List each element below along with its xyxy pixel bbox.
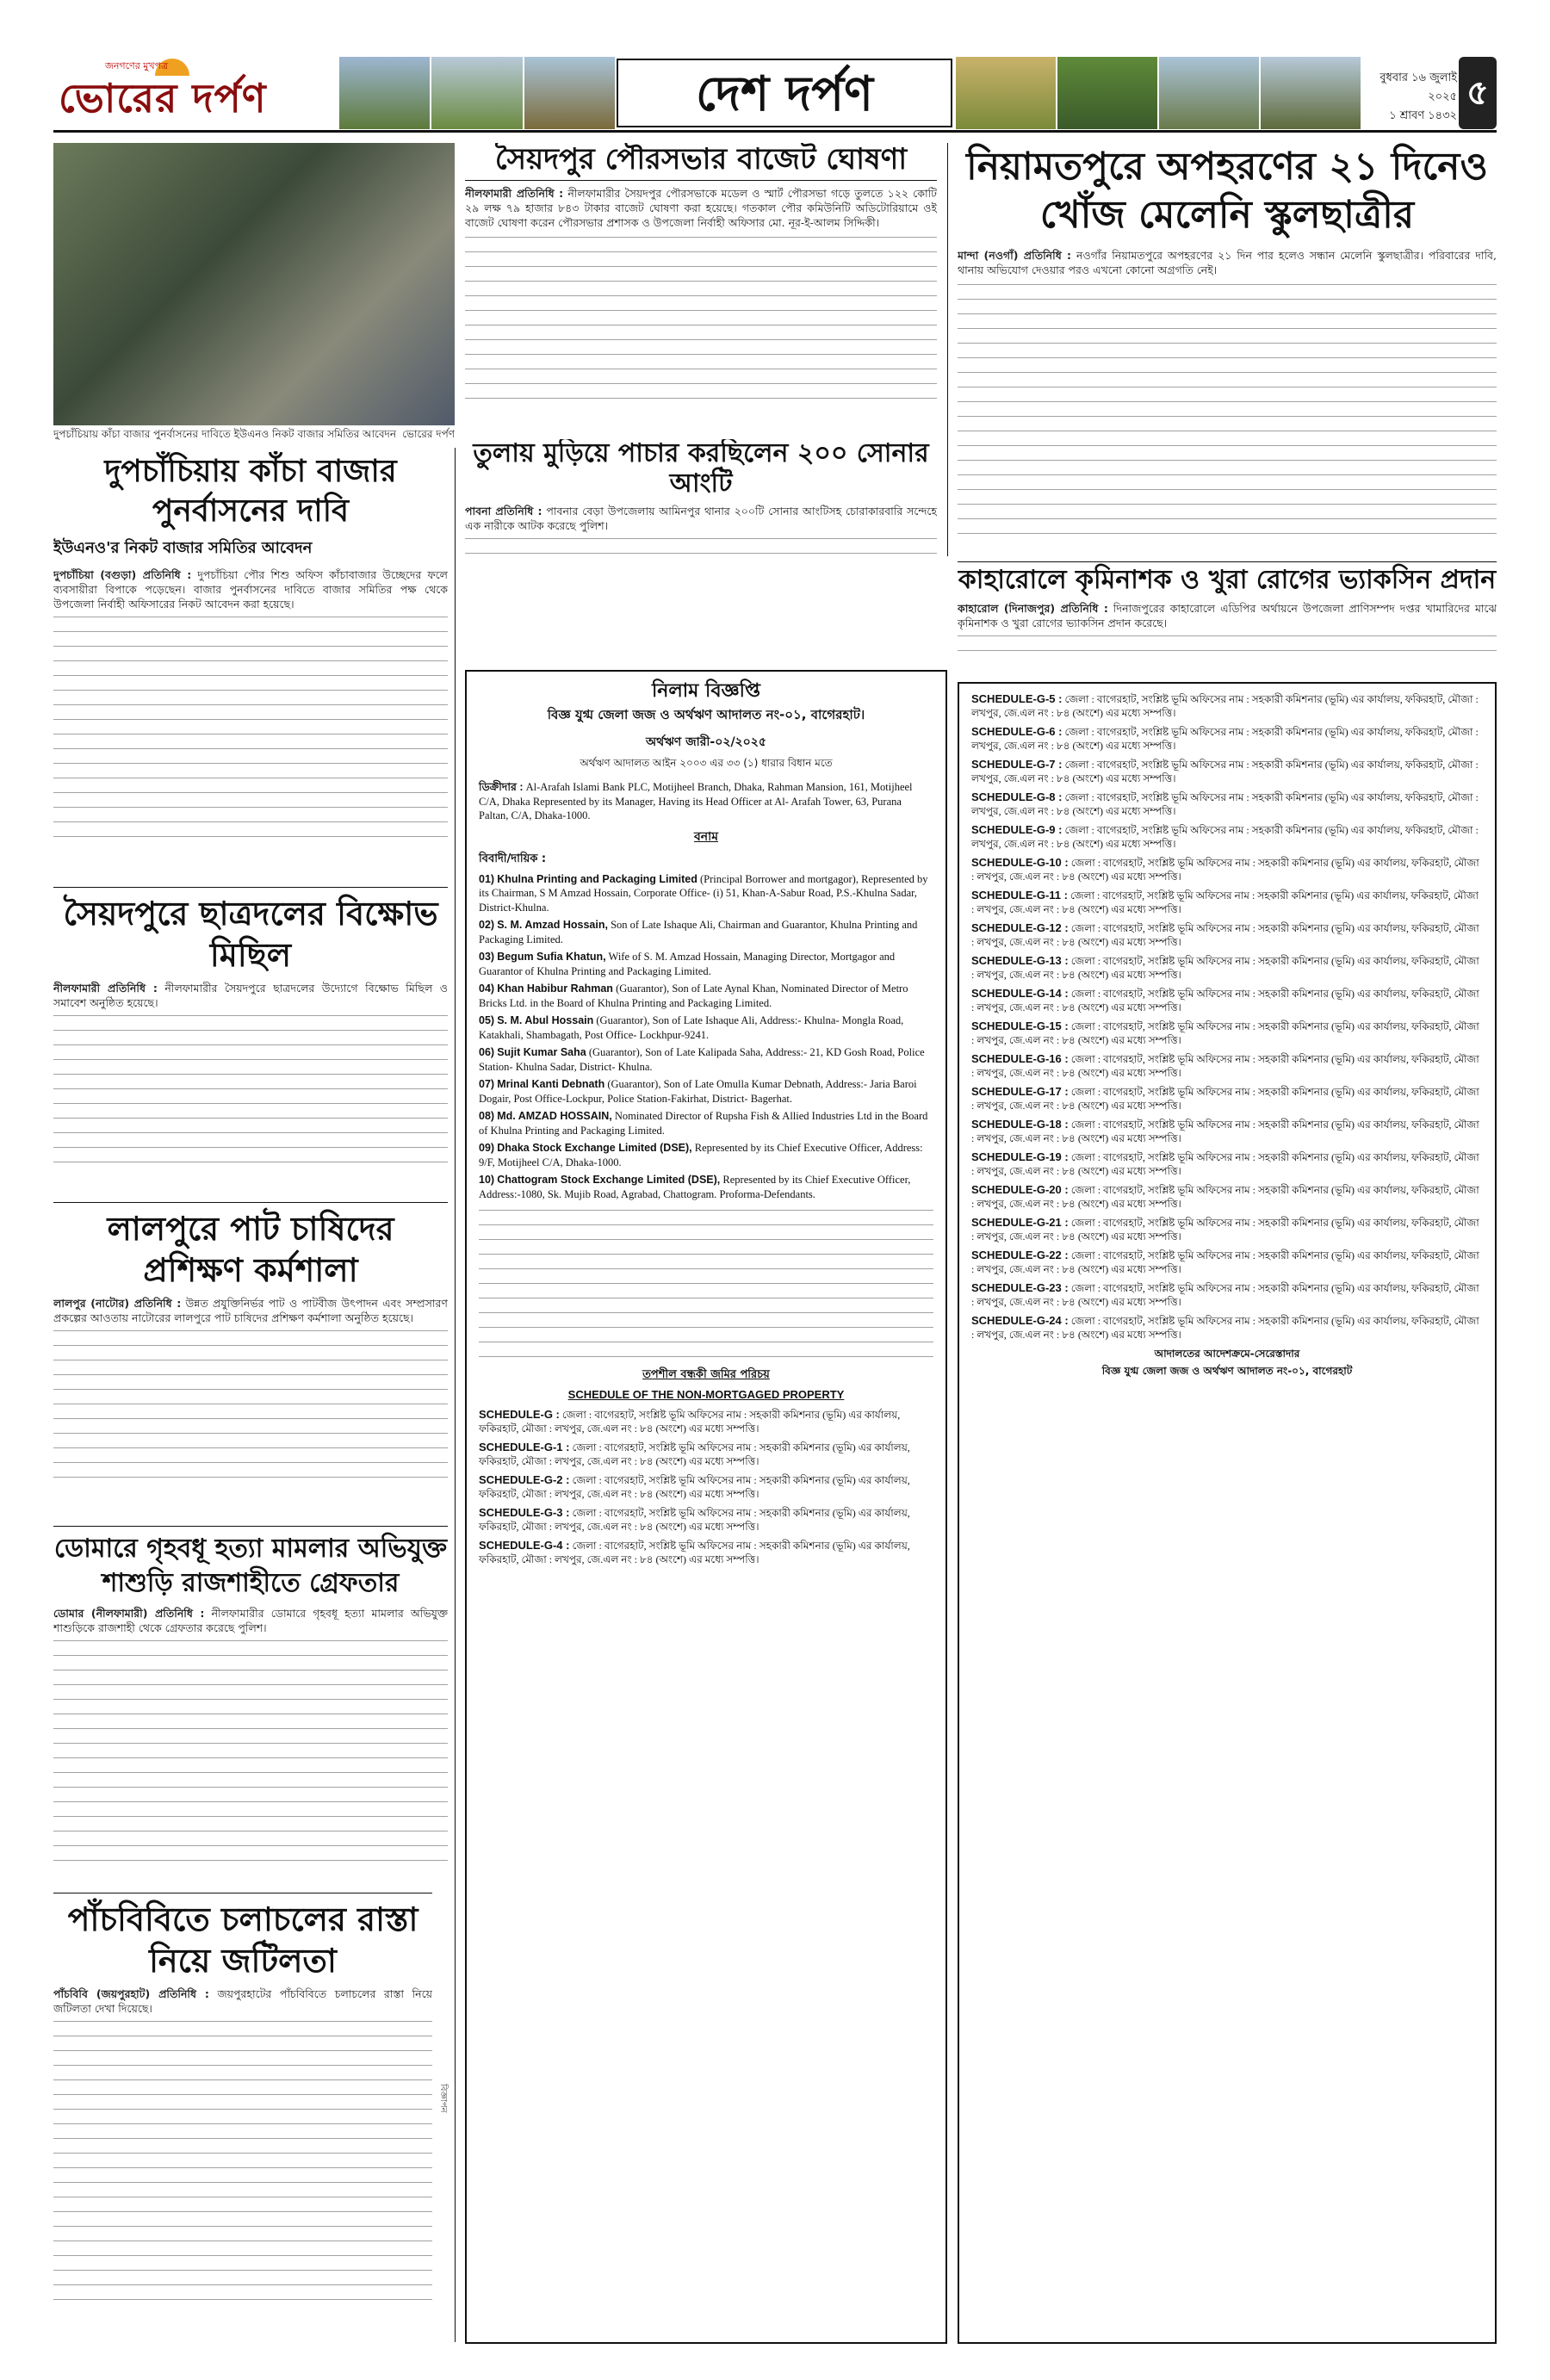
schedule-item (971, 1150, 1483, 1178)
party-item (479, 1045, 933, 1074)
column-rule (455, 448, 456, 2342)
dateline: পাবনা প্রতিনিধি : (465, 505, 542, 518)
schedule-label: SCHEDULE-G-7 : (971, 758, 1063, 771)
schedule-item (971, 1085, 1483, 1113)
story-lead: নীলফামারীর সৈয়দপুরে ছাত্রদলের উদ্যোগে বিক্ষোভ মিছিল ও সমাবেশ অনুষ্ঠিত হয়েছে। (53, 982, 448, 1009)
schedule-text: জেলা : বাগেরহাট, সংশ্লিষ্ট ভূমি অফিসের নাম : সহকারী কমিশনার (ভূমি) এর কার্যালয়, ফকিরহাট, মৌজা : লখপুর, জে.এল নং : ৮৪ (অংশে) এর মধ্যে সম্পত্তি। (971, 922, 1479, 948)
party-number: 05) (479, 1014, 495, 1027)
schedule-item (971, 1281, 1483, 1309)
story-market (53, 451, 448, 882)
headline[interactable]: দুপচাঁচিয়ায় কাঁচা বাজার পুনর্বাসনের দাবি (104, 453, 397, 529)
photo-credit: ভোরের দর্পণ (402, 428, 455, 440)
photo-caption: দুপচাঁচিয়ায় কাঁচা বাজার পুনর্বাসনের দাবিতে ইউএনও নিকট বাজার সমিতির আবেদন (53, 428, 397, 440)
party-description: Nominated Director of Rupsha Fish & Allied Industries Ltd in the Board of Khulna Printing and Packaging Limited. (479, 1110, 928, 1137)
schedule-item (479, 1539, 933, 1566)
schedule-item (479, 1408, 933, 1435)
schedule-heading-en: SCHEDULE OF THE NON-MORTGAGED PROPERTY (567, 1388, 845, 1402)
schedule-text: জেলা : বাগেরহাট, সংশ্লিষ্ট ভূমি অফিসের নাম : সহকারী কমিশনার (ভূমি) এর কার্যালয়, ফকিরহাট, মৌজা : লখপুর, জে.এল নং : ৮৪ (অংশে) এর মধ্যে সম্পত্তি। (971, 857, 1479, 883)
newspaper-logo[interactable] (53, 53, 338, 131)
story-lead: দুপচাঁচিয়া পৌর শিশু অফিস কাঁচাবাজার উচ্ছেদের ফলে ব্যবসায়ীরা বিপাকে পড়েছেন। বাজার পুনর্বাসনের দাবিতে বাজার সমিতির পক্ষ থেকে উপজেলা নির্বাহী অফিসারের নিকট আবেদন করা হয়েছে। (53, 568, 448, 610)
party-name: S. M. Amzad Hossain, (497, 919, 608, 932)
schedule-item (971, 1118, 1483, 1145)
schedule-text: জেলা : বাগেরহাট, সংশ্লিষ্ট ভূমি অফিসের নাম : সহকারী কমিশনার (ভূমি) এর কার্যালয়, ফকিরহাট, মৌজা : লখপুর, জে.এল নং : ৮৪ (অংশে) এর মধ্যে সম্পত্তি। (971, 1086, 1479, 1112)
party-name: Khulna Printing and Packaging Limited (497, 872, 698, 885)
schedule-list-left (479, 1408, 933, 1566)
schedule-label: SCHEDULE-G : (479, 1408, 560, 1422)
schedule-text: জেলা : বাগেরহাট, সংশ্লিষ্ট ভূমি অফিসের নাম : সহকারী কমিশনার (ভূমি) এর কার্যালয়, ফকিরহাট, মৌজা : লখপুর, জে.এল নং : ৮৪ (অংশে) এর মধ্যে সম্পত্তি। (479, 1507, 910, 1534)
schedule-item (971, 692, 1483, 720)
story-lead: নীলফামারীর ডোমারে গৃহবধূ হত্যা মামলার অভিযুক্ত শাশুড়িকে রাজশাহী থেকে গ্রেফতার করেছে পুলিশ। (53, 1607, 448, 1634)
party-name: Mrinal Kanti Debnath (497, 1078, 605, 1091)
party-number: 04) (479, 982, 495, 995)
brand-name: ভোরের দর্পণ (59, 75, 267, 121)
party-description: (Guarantor), Son of Late Kalipada Saha, Address:- 21, KD Gosh Road, Police Station- Khulna Sadar, District- Khulna. (479, 1046, 925, 1073)
party-description: (Guarantor), Son of Late Omulla Kumar Debnath, Address:- Jaria Baroi Dogair, Post Office-Lockpur, Police Station-Fakirhat, District- Bagerhat. (479, 1078, 917, 1105)
headline[interactable]: পাঁচবিবিতে চলাচলের রাস্তা নিয়ে জটিলতা (67, 1900, 418, 1980)
schedule-text: জেলা : বাগেরহাট, সংশ্লিষ্ট ভূমি অফিসের নাম : সহকারী কমিশনার (ভূমি) এর কার্যালয়, ফকিরহাট, মৌজা : লখপুর, জে.এল নং : ৮৪ (অংশে) এর মধ্যে সম্পত্তি। (479, 1409, 901, 1435)
party-number: 08) (479, 1110, 495, 1123)
masthead-photo-strip-left (339, 57, 615, 129)
schedule-text: জেলা : বাগেরহাট, সংশ্লিষ্ট ভূমি অফিসের নাম : সহকারী কমিশনার (ভূমি) এর কার্যালয়, ফকিরহাট, মৌজা : লখপুর, জে.এল নং : ৮৪ (অংশে) এর মধ্যে সম্পত্তি। (971, 726, 1479, 752)
story-budget (465, 143, 937, 427)
schedule-label: SCHEDULE-G-17 : (971, 1085, 1069, 1098)
schedule-item (971, 921, 1483, 949)
story-body-text (958, 632, 1497, 661)
schedule-text: জেলা : বাগেরহাট, সংশ্লিষ্ট ভূমি অফিসের নাম : সহকারী কমিশনার (ভূমি) এর কার্যালয়, ফকিরহাট, মৌজা : লখপুর, জে.এল নং : ৮৪ (অংশে) এর মধ্যে সম্পত্তি। (479, 1474, 910, 1501)
schedule-text: জেলা : বাগেরহাট, সংশ্লিষ্ট ভূমি অফিসের নাম : সহকারী কমিশনার (ভূমি) এর কার্যালয়, ফকিরহাট, মৌজা : লখপুর, জে.এল নং : ৮৪ (অংশে) এর মধ্যে সম্পত্তি। (971, 1184, 1479, 1210)
act-reference: অর্থঋণ আদালত আইন ২০০৩ এর ৩৩ (১) ধারার বিধান মতে (580, 757, 833, 770)
story-body-text (465, 535, 937, 556)
schedule-label: SCHEDULE-G-21 : (971, 1216, 1069, 1229)
story-body-text (53, 1637, 448, 1869)
schedule-item (971, 954, 1483, 982)
party-description: (Principal Borrower and mortgagor), Represented by its Chairman, S M Amzad Hossain, Corporate Office- (i) 51, Khan-A-Sabur Road, P.S.-Khulna Sadar, District-Khulna. (479, 872, 928, 914)
schedule-label: SCHEDULE-G-9 : (971, 823, 1063, 836)
notice-title[interactable]: নিলাম বিজ্ঞপ্তি (651, 679, 761, 702)
party-item (479, 1013, 933, 1042)
headline[interactable]: সৈয়দপুরে ছাত্রদলের বিক্ষোভ মিছিল (63, 894, 438, 974)
headline[interactable]: নিয়ামতপুরে অপহরণের ২১ দিনেও খোঁজ মেলেনি স্কুলছাত্রীর (966, 145, 1488, 237)
schedule-label: SCHEDULE-G-16 : (971, 1052, 1069, 1065)
story-lead: উন্নত প্রযুক্তিনির্ভর পাট ও পাটবীজ উৎপাদন এবং সম্প্রসারণ প্রকল্পের আওতায় নাটোরের লালপুরে পাট চাষিদের প্রশিক্ষণ কর্মশালা অনুষ্ঠিত হয়েছে। (53, 1297, 448, 1324)
party-description: Son of Late Ishaque Ali, Chairman and Guarantor, Khulna Printing and Packaging Limited. (479, 919, 918, 945)
party-item (479, 918, 933, 946)
schedule-text: জেলা : বাগেরহাট, সংশ্লিষ্ট ভূমি অফিসের নাম : সহকারী কমিশনার (ভূমি) এর কার্যালয়, ফকিরহাট, মৌজা : লখপুর, জে.এল নং : ৮৪ (অংশে) এর মধ্যে সম্পত্তি। (971, 1217, 1479, 1243)
schedule-label: SCHEDULE-G-11 : (971, 889, 1068, 902)
schedule-label: SCHEDULE-G-4 : (479, 1539, 570, 1553)
party-number: 10) (479, 1174, 495, 1187)
masthead-photo-strip-right (956, 57, 1361, 129)
schedule-label: SCHEDULE-G-5 : (971, 692, 1063, 705)
schedule-label: SCHEDULE-G-23 : (971, 1281, 1069, 1294)
side-strip: বিজ্ঞাপন (438, 2084, 448, 2113)
party-name: Sujit Kumar Saha (497, 1046, 586, 1059)
story-lead: পাবনার বেড়া উপজেলায় আমিনপুর থানার ২০০টি সোনার আংটিসহ চোরাকারবারি সন্দেহে এক নারীকে আটক করেছে পুলিশ। (465, 505, 937, 532)
story-road (53, 1893, 432, 2340)
notice-court: বিজ্ঞ যুগ্ম জেলা জজ ও অর্থঋণ আদালত নং-০১, বাগেরহাট। (547, 707, 865, 723)
column-rule (947, 143, 948, 556)
schedule-item (971, 758, 1483, 785)
party-item (479, 1077, 933, 1106)
headline[interactable]: ডোমারে গৃহবধূ হত্যা মামলার অভিযুক্ত শাশুড়ি রাজশাহীতে গ্রেফতার (53, 1534, 448, 1598)
dateline: ডোমার (নীলফামারী) প্রতিনিধি : (53, 1607, 205, 1620)
schedule-item (479, 1473, 933, 1501)
section-title: দেশ দর্পণ (617, 59, 952, 127)
schedule-label: SCHEDULE-G-13 : (971, 954, 1069, 967)
story-lead: জয়পুরহাটের পাঁচবিবিতে চলাচলের রাস্তা নিয়ে জটিলতা দেখা দিয়েছে। (53, 1987, 432, 2015)
schedule-label: SCHEDULE-G-12 : (971, 921, 1069, 934)
schedule-label: SCHEDULE-G-1 : (479, 1441, 570, 1454)
story-body-text (53, 1327, 448, 1482)
page-number: ৫ (1459, 57, 1497, 129)
schedule-label: SCHEDULE-G-19 : (971, 1150, 1069, 1163)
schedule-label: SCHEDULE-G-3 : (479, 1506, 570, 1520)
schedule-item (971, 1052, 1483, 1080)
party-name: Dhaka Stock Exchange Limited (DSE), (497, 1142, 692, 1155)
party-name: Chattogram Stock Exchange Limited (DSE), (497, 1174, 721, 1187)
headline[interactable]: সৈয়দপুর পৌরসভার বাজেট ঘোষণা (465, 143, 937, 181)
story-body-text (465, 233, 937, 406)
dateline: নীলফামারী প্রতিনিধি : (53, 982, 158, 995)
schedule-label: SCHEDULE-G-14 : (971, 987, 1069, 1000)
auction-notice-continued (958, 682, 1497, 2344)
dateline: পাঁচবিবি (জয়পুরহাট) প্রতিনিধি : (53, 1987, 209, 2000)
schedule-label: SCHEDULE-G-2 : (479, 1473, 570, 1487)
party-number: 03) (479, 951, 495, 964)
dateline: লালপুর (নাটোর) প্রতিনিধি : (53, 1297, 182, 1310)
schedule-text: জেলা : বাগেরহাট, সংশ্লিষ্ট ভূমি অফিসের নাম : সহকারী কমিশনার (ভূমি) এর কার্যালয়, ফকিরহাট, মৌজা : লখপুর, জে.এল নং : ৮৪ (অংশে) এর মধ্যে সম্পত্তি। (971, 1119, 1479, 1144)
schedule-text: জেলা : বাগেরহাট, সংশ্লিষ্ট ভূমি অফিসের নাম : সহকারী কমিশনার (ভূমি) এর কার্যালয়, ফকিরহাট, মৌজা : লখপুর, জে.এল নং : ৮৪ (অংশে) এর মধ্যে সম্পত্তি। (971, 1020, 1479, 1046)
notice-body-text (479, 1206, 933, 1361)
party-number: 01) (479, 872, 495, 885)
schedule-item (479, 1506, 933, 1534)
schedule-text: জেলা : বাগেরহাট, সংশ্লিষ্ট ভূমি অফিসের নাম : সহকারী কমিশনার (ভূমি) এর কার্যালয়, ফকিরহাট, মৌজা : লখপুর, জে.এল নং : ৮৪ (অংশে) এর মধ্যে সম্পত্তি। (479, 1441, 910, 1468)
date-bengali: ১ শ্রাবণ ১৪৩২ (1389, 109, 1457, 121)
debtor-label: বিবাদী/দায়িক : (479, 852, 547, 865)
story-lead: নওগাঁর নিয়ামতপুরে অপহরণের ২১ দিন পার হলেও সন্ধান মেলেনি স্কুলছাত্রীর। পরিবারের দাবি, থানায় অভিযোগ দেওয়ার পরও এখনো কোনো অগ্রগতি নেই। (958, 249, 1497, 276)
schedule-text: জেলা : বাগেরহাট, সংশ্লিষ্ট ভূমি অফিসের নাম : সহকারী কমিশনার (ভূমি) এর কার্যালয়, ফকিরহাট, মৌজা : লখপুর, জে.এল নং : ৮৪ (অংশে) এর মধ্যে সম্পত্তি। (971, 1151, 1479, 1177)
dateline: মান্দা (নওগাঁ) প্রতিনিধি : (958, 249, 1072, 262)
schedule-label: SCHEDULE-G-24 : (971, 1314, 1069, 1327)
schedule-text: জেলা : বাগেরহাট, সংশ্লিষ্ট ভূমি অফিসের নাম : সহকারী কমিশনার (ভূমি) এর কার্যালয়, ফকিরহাট, মৌজা : লখপুর, জে.এল নং : ৮৪ (অংশে) এর মধ্যে সম্পত্তি। (971, 824, 1479, 850)
story-body-text (958, 281, 1497, 539)
subhead: ইউএনও'র নিকট বাজার সমিতির আবেদন (53, 539, 313, 557)
story-gold (465, 439, 937, 556)
party-number: 07) (479, 1078, 495, 1091)
party-number: 06) (479, 1046, 495, 1059)
signature-court: বিজ্ঞ যুগ্ম জেলা জজ ও অর্থঋণ আদালত নং-০১, বাগেরহাট (1101, 1365, 1353, 1377)
schedule-item (971, 1183, 1483, 1211)
story-lead: দিনাজপুরের কাহারোলে এডিপির অর্থায়নে উপজেলা প্রাণিসম্পদ দপ্তর খামারিদের মাঝে কৃমিনাশক ও খুরা রোগের ভ্যাকসিন প্রদান করেছে। (958, 601, 1497, 629)
story-abduction (958, 143, 1497, 556)
headline[interactable]: তুলায় মুড়িয়ে পাচার করছিলেন ২০০ সোনার আংটি (473, 439, 929, 499)
schedule-item (971, 1314, 1483, 1342)
schedule-text: জেলা : বাগেরহাট, সংশ্লিষ্ট ভূমি অফিসের নাম : সহকারী কমিশনার (ভূমি) এর কার্যালয়, ফকিরহাট, মৌজা : লখপুর, জে.এল নং : ৮৪ (অংশে) এর মধ্যে সম্পত্তি। (971, 889, 1479, 915)
schedule-item (971, 725, 1483, 753)
schedule-label: SCHEDULE-G-18 : (971, 1118, 1069, 1131)
dateline: দুপচাঁচিয়া (বগুড়া) প্রতিনিধি : (53, 568, 192, 581)
party-name: Md. AMZAD HOSSAIN, (497, 1110, 612, 1123)
story-body-text (53, 1012, 448, 1175)
masthead (53, 53, 1497, 133)
story-lead: নীলফামারীর সৈয়দপুর পৌরসভাকে মডেল ও স্মার্ট পৌরসভা গড়ে তুলতে ১২২ কোটি ২৯ লক্ষ ৭৯ হাজার ৮৪৩ টাকার বাজেট ঘোষণা করা হয়েছে। গতকাল পৌর কমিউনিটি অডিটোরিয়ামে ওই বাজেট ঘোষণা করেন পৌরসভার প্রশাসক ও উপজেলা নির্বাহী অফিসার মো. নূর-ই-আলম সিদ্দিকী। (465, 187, 937, 230)
decree-holder-label: ডিক্রীদার : (479, 781, 524, 794)
story-vaccine (958, 561, 1497, 679)
story-body-text (53, 613, 448, 846)
schedule-label: SCHEDULE-G-6 : (971, 725, 1063, 738)
party-name: Khan Habibur Rahman (497, 982, 613, 995)
schedule-item (971, 1020, 1483, 1047)
case-number: অর্থঋণ জারী-০২/২০২৫ (646, 735, 766, 750)
schedule-label: SCHEDULE-G-15 : (971, 1020, 1069, 1032)
schedule-text: জেলা : বাগেরহাট, সংশ্লিষ্ট ভূমি অফিসের নাম : সহকারী কমিশনার (ভূমি) এর কার্যালয়, ফকিরহাট, মৌজা : লখপুর, জে.এল নং : ৮৪ (অংশে) এর মধ্যে সম্পত্তি। (971, 955, 1479, 981)
dateline: নীলফামারী প্রতিনিধি : (465, 187, 564, 201)
schedule-list-right (971, 692, 1483, 1342)
issue-date (1362, 69, 1457, 121)
party-number: 09) (479, 1142, 495, 1155)
schedule-label: SCHEDULE-G-22 : (971, 1249, 1069, 1261)
party-item (479, 1109, 933, 1137)
party-list (479, 872, 933, 1202)
party-description: (Guarantor), Son of Late Aynal Khan, Nominated Director of Metro Bricks Ltd. in the Board of Khulna Printing and Packaging Limited. (479, 982, 908, 1009)
party-item (479, 1173, 933, 1201)
schedule-text: জেলা : বাগেরহাট, সংশ্লিষ্ট ভূমি অফিসের নাম : সহকারী কমিশনার (ভূমি) এর কার্যালয়, ফকিরহাট, মৌজা : লখপুর, জে.এল নং : ৮৪ (অংশে) এর মধ্যে সম্পত্তি। (971, 693, 1479, 719)
party-item (479, 982, 933, 1010)
schedule-text: জেলা : বাগেরহাট, সংশ্লিষ্ট ভূমি অফিসের নাম : সহকারী কমিশনার (ভূমি) এর কার্যালয়, ফকিরহাট, মৌজা : লখপুর, জে.এল নং : ৮৪ (অংশে) এর মধ্যে সম্পত্তি। (971, 791, 1479, 817)
party-description: Represented by its Chief Executive Officer, Address:-1080, Sk. Mujib Road, Agrabad, Chattogram. Proforma-Defendants. (479, 1174, 911, 1200)
signature-title: আদালতের আদেশক্রমে-সেরেস্তাদার (1154, 1348, 1300, 1360)
story-jute (53, 1202, 448, 1521)
story-body-text (53, 2017, 432, 2310)
schedule-item (971, 889, 1483, 916)
schedule-label: SCHEDULE-G-20 : (971, 1183, 1069, 1196)
schedule-text: জেলা : বাগেরহাট, সংশ্লিষ্ট ভূমি অফিসের নাম : সহকারী কমিশনার (ভূমি) এর কার্যালয়, ফকিরহাট, মৌজা : লখপুর, জে.এল নং : ৮৪ (অংশে) এর মধ্যে সম্পত্তি। (479, 1540, 910, 1566)
party-description: Represented by its Chief Executive Officer, Address: 9/F, Motijheel C/A, Dhaka-1000. (479, 1142, 923, 1168)
schedule-heading-bn: তপশীল বন্ধকী জমির পরিচয় (642, 1368, 770, 1382)
auction-notice (465, 670, 947, 2344)
versus-label: বনাম (694, 829, 718, 844)
party-item (479, 872, 933, 915)
schedule-item (971, 987, 1483, 1014)
dateline: কাহারোল (দিনাজপুর) প্রতিনিধি : (958, 601, 1108, 615)
party-name: Begum Sufia Khatun, (497, 951, 606, 964)
schedule-text: জেলা : বাগেরহাট, সংশ্লিষ্ট ভূমি অফিসের নাম : সহকারী কমিশনার (ভূমি) এর কার্যালয়, ফকিরহাট, মৌজা : লখপুর, জে.এল নং : ৮৪ (অংশে) এর মধ্যে সম্পত্তি। (971, 1315, 1479, 1341)
party-description: Wife of S. M. Amzad Hossain, Managing Director, Mortgagor and Guarantor of Khulna Printing and Packaging Limited. (479, 951, 896, 977)
schedule-label: SCHEDULE-G-8 : (971, 790, 1063, 803)
story-protest (53, 887, 448, 1197)
schedule-item (971, 823, 1483, 851)
party-description: (Guarantor), Son of Late Ishaque Ali, Address:- Khulna- Mongla Road, Katakhali, Shambagath, Post Office- Lockhpur-9241. (479, 1014, 904, 1041)
schedule-label: SCHEDULE-G-10 : (971, 856, 1069, 869)
party-item (479, 950, 933, 978)
schedule-text: জেলা : বাগেরহাট, সংশ্লিষ্ট ভূমি অফিসের নাম : সহকারী কমিশনার (ভূমি) এর কার্যালয়, ফকিরহাট, মৌজা : লখপুর, জে.এল নং : ৮৪ (অংশে) এর মধ্যে সম্পত্তি। (971, 1053, 1479, 1079)
headline[interactable]: লালপুরে পাট চাষিদের প্রশিক্ষণ কর্মশালা (107, 1209, 394, 1289)
party-item (479, 1141, 933, 1169)
schedule-item (479, 1441, 933, 1468)
schedule-text: জেলা : বাগেরহাট, সংশ্লিষ্ট ভূমি অফিসের নাম : সহকারী কমিশনার (ভূমি) এর কার্যালয়, ফকিরহাট, মৌজা : লখপুর, জে.এল নং : ৮৪ (অংশে) এর মধ্যে সম্পত্তি। (971, 988, 1479, 1013)
party-number: 02) (479, 919, 495, 932)
date-gregorian: বুধবার ১৬ জুলাই ২০২৫ (1380, 71, 1457, 103)
top-news-photo[interactable] (53, 143, 455, 425)
schedule-item (971, 1216, 1483, 1243)
party-name: S. M. Abul Hossain (497, 1014, 594, 1027)
brand-tagline: জনগণের মুখপত্র (105, 60, 169, 71)
schedule-text: জেলা : বাগেরহাট, সংশ্লিষ্ট ভূমি অফিসের নাম : সহকারী কমিশনার (ভূমি) এর কার্যালয়, ফকিরহাট, মৌজা : লখপুর, জে.এল নং : ৮৪ (অংশে) এর মধ্যে সম্পত্তি। (971, 759, 1479, 784)
schedule-item (971, 856, 1483, 883)
story-murder (53, 1526, 448, 1887)
schedule-text: জেলা : বাগেরহাট, সংশ্লিষ্ট ভূমি অফিসের নাম : সহকারী কমিশনার (ভূমি) এর কার্যালয়, ফকিরহাট, মৌজা : লখপুর, জে.এল নং : ৮৪ (অংশে) এর মধ্যে সম্পত্তি। (971, 1282, 1479, 1308)
schedule-item (971, 1249, 1483, 1276)
schedule-item (971, 790, 1483, 818)
schedule-text: জেলা : বাগেরহাট, সংশ্লিষ্ট ভূমি অফিসের নাম : সহকারী কমিশনার (ভূমি) এর কার্যালয়, ফকিরহাট, মৌজা : লখপুর, জে.এল নং : ৮৪ (অংশে) এর মধ্যে সম্পত্তি। (971, 1249, 1479, 1275)
decree-holder: Al-Arafah Islami Bank PLC, Motijheel Branch, Dhaka, Rahman Mansion, 161, Motijheel C/A, Dhaka Represented by its Manager, Having its Head Officer at Al- Arafah Tower, 63, Purana Paltan, C/A, Dhaka-1000. (479, 781, 913, 822)
headline[interactable]: কাহারোলে কৃমিনাশক ও খুরা রোগের ভ্যাকসিন প্রদান (958, 565, 1497, 595)
